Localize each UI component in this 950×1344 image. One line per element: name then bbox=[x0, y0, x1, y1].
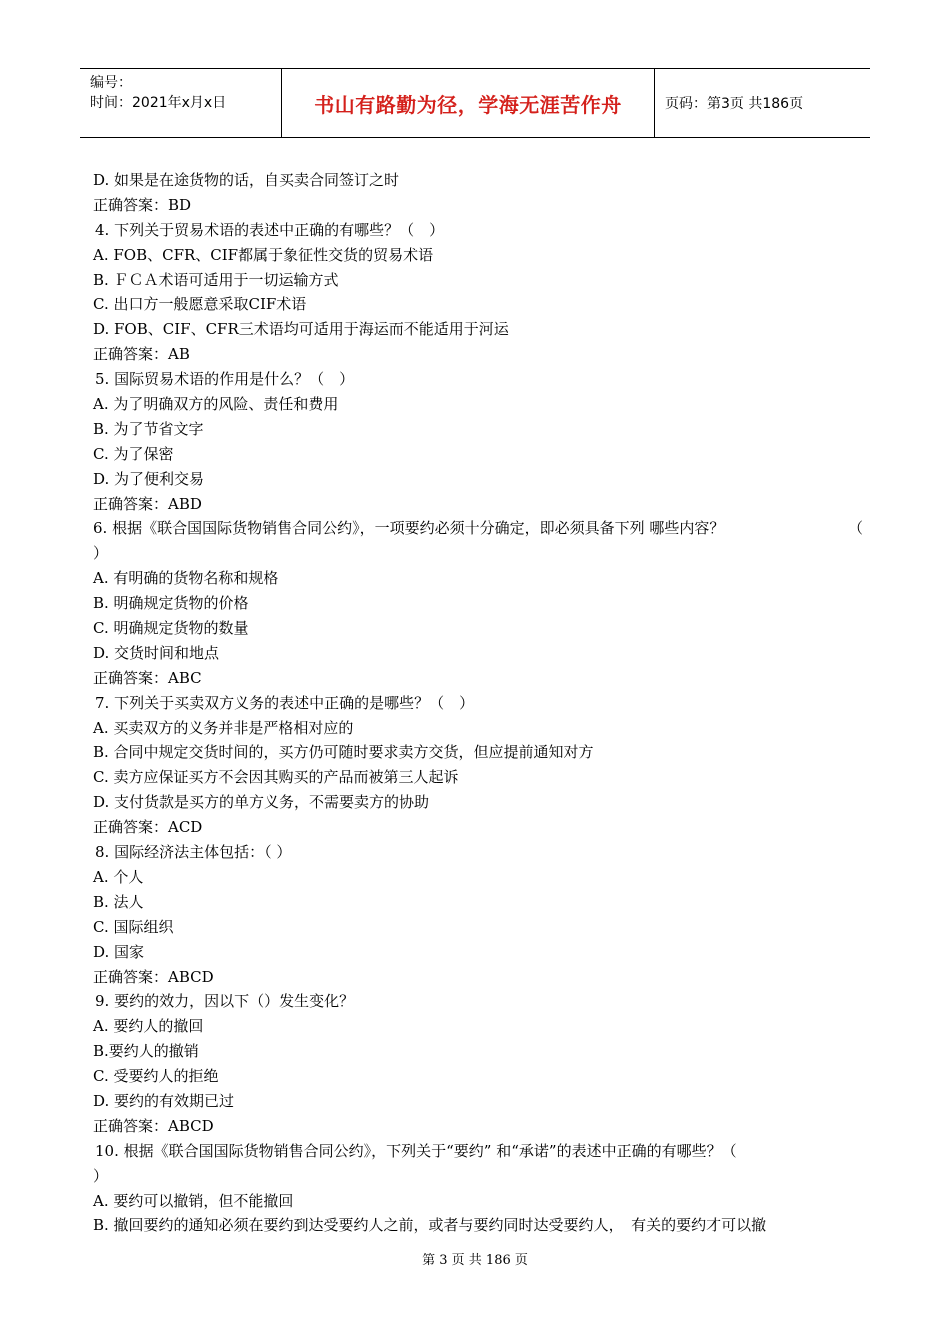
text-line: C. 出口方一般愿意采取CIF术语 bbox=[93, 295, 307, 314]
text-line: 8. 国际经济法主体包括：（ ） bbox=[95, 843, 292, 862]
question-6-text: 6. 根据《联合国国际货物销售合同公约》，一项要约必须十分确定，即必须具备下列 哪些内容？ bbox=[93, 519, 725, 538]
text-line: 正确答案：ABCD bbox=[93, 967, 214, 986]
question-10-line: 10. 根据《联合国国际货物销售合同公约》，下列关于“要约” 和“承诺”的表述中正确的有哪些？（ bbox=[95, 1141, 737, 1160]
text-line: 正确答案：AB bbox=[93, 345, 190, 364]
text-line: C. 国际组织 bbox=[93, 917, 174, 936]
text-line: D. 交货时间和地点 bbox=[93, 643, 220, 662]
header-motto-cell bbox=[282, 69, 655, 137]
text-line: A. FOB、CFR、CIF都属于象征性交货的贸易术语 bbox=[93, 245, 434, 264]
question-10-paren-close: ） bbox=[93, 1166, 109, 1185]
text-line: D. 支付货款是买方的单方义务，不需要卖方的协助 bbox=[93, 793, 430, 812]
text-line: A. 买卖双方的义务并非是严格相对应的 bbox=[93, 718, 354, 737]
text-line: D. FOB、CIF、CFR三术语均可适用于海运而不能适用于河运 bbox=[93, 320, 509, 339]
page-footer: 第 3 页 共 186 页 bbox=[422, 1253, 528, 1268]
text-line: 7. 下列关于买卖双方义务的表述中正确的是哪些？（ ） bbox=[95, 693, 475, 712]
text-line: C. 为了保密 bbox=[93, 444, 174, 463]
text-line: D. 要约的有效期已过 bbox=[93, 1091, 235, 1110]
question-6-line bbox=[93, 516, 863, 541]
header-info-cell bbox=[80, 69, 282, 137]
text-line: C. 明确规定货物的数量 bbox=[93, 619, 249, 638]
time-label: 时间：2021年x月x日 bbox=[90, 95, 227, 111]
text-line: 正确答案：ACD bbox=[93, 818, 203, 837]
text-line: A. 个人 bbox=[93, 867, 144, 886]
number-label: 编号： bbox=[90, 75, 132, 91]
motto: 书山有路勤为径，学海无涯苦作舟 bbox=[314, 92, 622, 117]
text-line: 正确答案：BD bbox=[93, 195, 192, 214]
text-line: 正确答案：ABCD bbox=[93, 1116, 214, 1135]
text-line: B. 明确规定货物的价格 bbox=[93, 594, 249, 613]
text-line: D. 为了便利交易 bbox=[93, 469, 205, 488]
page-header bbox=[80, 68, 870, 138]
text-line: B. 合同中规定交货时间的，买方仍可随时要求卖方交货，但应提前通知对方 bbox=[93, 743, 594, 762]
header-page-cell bbox=[655, 69, 880, 137]
text-line: C. 卖方应保证买方不会因其购买的产品而被第三人起诉 bbox=[93, 768, 459, 787]
text-line: C. 受要约人的拒绝 bbox=[93, 1067, 219, 1086]
text-line: 正确答案：ABC bbox=[93, 668, 202, 687]
text-line: B. 撤回要约的通知必须在要约到达受要约人之前，或者与要约同时达受要约人， 有关的要约才可以撤 bbox=[93, 1216, 767, 1235]
text-line: B. 法人 bbox=[93, 892, 144, 911]
text-line: A. 要约可以撤销，但不能撤回 bbox=[93, 1191, 294, 1210]
question-6-paren-open: （ bbox=[847, 519, 863, 538]
question-6-paren-close: ） bbox=[93, 544, 109, 563]
text-line: B.要约人的撤销 bbox=[93, 1042, 199, 1061]
text-line: B. 为了节省文字 bbox=[93, 419, 204, 438]
text-line: A. 要约人的撤回 bbox=[93, 1017, 204, 1036]
page-label: 页码：第3页 共186页 bbox=[665, 96, 804, 112]
text-line: D. 国家 bbox=[93, 942, 145, 961]
text-line: 4. 下列关于贸易术语的表述中正确的有哪些？（ ） bbox=[95, 220, 445, 239]
text-line: A. 有明确的货物名称和规格 bbox=[93, 569, 279, 588]
text-line: D. 如果是在途货物的话，自买卖合同签订之时 bbox=[93, 171, 400, 189]
text-line: 9. 要约的效力，因以下（）发生变化？ bbox=[95, 992, 355, 1011]
text-line: 5. 国际贸易术语的作用是什么？（ ） bbox=[95, 370, 355, 389]
text-line: B. ＦＣＡ术语可适用于一切运输方式 bbox=[93, 270, 339, 289]
text-line: 正确答案：ABD bbox=[93, 494, 202, 513]
text-line: A. 为了明确双方的风险、责任和费用 bbox=[93, 395, 339, 414]
document-body bbox=[93, 168, 863, 1238]
